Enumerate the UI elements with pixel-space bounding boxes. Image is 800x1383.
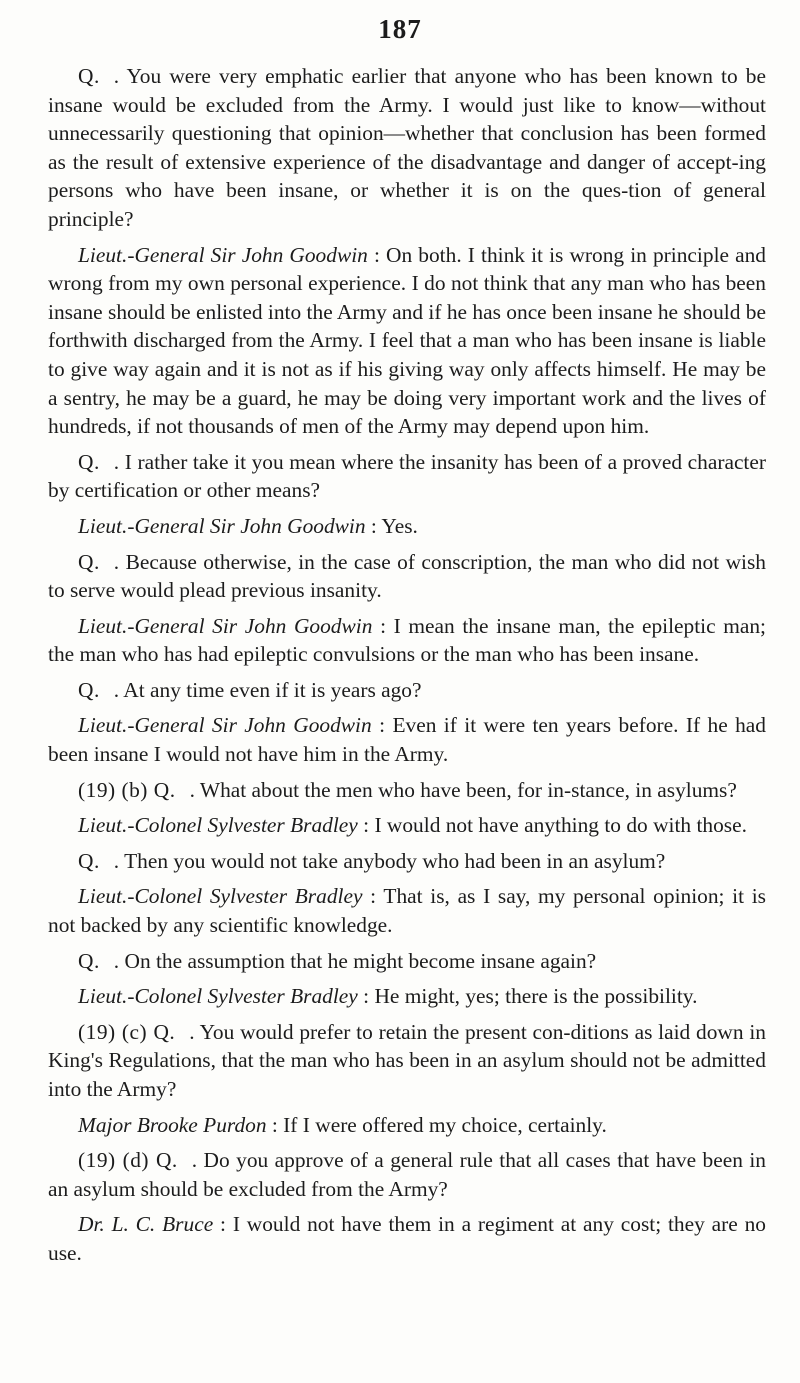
speaker-name: Lieut.-General Sir John Goodwin xyxy=(78,513,366,538)
speaker-name: Lieut.-General Sir John Goodwin xyxy=(78,713,372,738)
speaker-name: Lieut.-Colonel Sylvester Bradley xyxy=(78,884,363,909)
question-label: (19) (d) Q. xyxy=(78,1148,178,1173)
question-paragraph xyxy=(48,847,766,876)
page-number: 187 xyxy=(378,14,422,44)
speaker-name: Major Brooke Purdon xyxy=(78,1112,267,1137)
answer-paragraph xyxy=(48,512,766,541)
question-text: . On the assumption that he might become insane again? xyxy=(113,948,597,973)
answer-paragraph xyxy=(48,241,766,441)
question-text: . I rather take it you mean where the insanity has been of a proved character by certification or other means? xyxy=(48,449,766,503)
question-text: . Do you approve of a general rule that all cases that have been in an asylum should be excluded from the Army? xyxy=(48,1148,766,1201)
answer-paragraph xyxy=(48,1210,766,1267)
question-paragraph xyxy=(48,448,766,505)
answer-text: : That is, as I say, my personal opinion; it is not backed by any scientific knowledge. xyxy=(48,884,766,938)
answer-paragraph xyxy=(48,811,766,840)
answer-text: : Yes. xyxy=(370,513,418,538)
question-label: (19) (c) Q. xyxy=(78,1019,176,1044)
answer-text: : I would not have them in a regiment at any cost; they are no use. xyxy=(48,1212,766,1265)
question-label: Q. xyxy=(78,449,100,474)
question-text: . At any time even if it is years ago? xyxy=(113,677,422,702)
answer-paragraph xyxy=(48,711,766,768)
answer-paragraph xyxy=(48,1111,766,1140)
question-text: . You would prefer to retain the present con-ditions as laid down in King's Regulations, that the man who has been in an asylum should not be admitted into the Army? xyxy=(48,1019,766,1101)
question-paragraph xyxy=(48,548,766,605)
question-label: Q. xyxy=(78,549,100,574)
question-text: . Because otherwise, in the case of conscription, the man who did not wish to serve would plead previous insanity. xyxy=(48,549,766,603)
question-paragraph xyxy=(48,1146,766,1203)
speaker-name: Lieut.-Colonel Sylvester Bradley xyxy=(78,984,358,1009)
question-paragraph xyxy=(48,62,766,234)
answer-text: : I would not have anything to do with those. xyxy=(363,813,747,838)
question-paragraph xyxy=(48,1018,766,1104)
question-text: . What about the men who have been, for in-stance, in asylums? xyxy=(189,777,737,802)
question-label: Q. xyxy=(78,848,100,873)
answer-text: : He might, yes; there is the possibility. xyxy=(363,984,698,1009)
answer-text: : On both. I think it is wrong in principle and wrong from my own personal experience. I do not think that any man who has been insane should be enlisted into the Army and if he has once been insane he should be forthwith discharged from the Army. I feel that a man who has been insane is liable to give way again and it is not as if his giving way only affects himself. He may be a sentry, he may be a guard, he may be doing very important work and the lives of hundreds, if not thousands of men of the Army may depend upon him. xyxy=(48,242,767,439)
question-text: . Then you would not take anybody who had been in an asylum? xyxy=(113,848,666,873)
answer-text: : Even if it were ten years before. If he had been insane I would not have him in the Army. xyxy=(48,713,766,767)
answer-paragraph xyxy=(48,612,766,669)
question-label: (19) (b) Q. xyxy=(78,777,176,802)
question-paragraph xyxy=(48,776,766,805)
speaker-name: Lieut.-General Sir John Goodwin xyxy=(78,613,373,638)
question-label: Q. xyxy=(78,677,100,702)
speaker-name: Lieut.-General Sir John Goodwin xyxy=(78,242,368,267)
testimony-text xyxy=(48,62,766,1275)
speaker-name: Dr. L. C. Bruce xyxy=(78,1212,214,1237)
speaker-name: Lieut.-Colonel Sylvester Bradley xyxy=(78,813,358,838)
question-paragraph xyxy=(48,947,766,976)
question-paragraph xyxy=(48,676,766,705)
answer-paragraph xyxy=(48,982,766,1011)
answer-paragraph xyxy=(48,882,766,939)
question-label: Q. xyxy=(78,64,100,88)
question-label: Q. xyxy=(78,948,100,973)
answer-text: : I mean the insane man, the epileptic man; the man who has had epileptic convulsions or the man who has been insane. xyxy=(48,613,766,667)
answer-text: : If I were offered my choice, certainly. xyxy=(271,1112,607,1137)
question-text: . You were very emphatic earlier that anyone who has been known to be insane would be excluded from the Army. I would just like to know—without unnecessarily questioning that opinion—whether that conclusion has been formed as the result of extensive experience of the disadvantage and danger of accept-ing persons who have been insane, or whether it is on the ques-tion of general principle? xyxy=(48,64,766,231)
